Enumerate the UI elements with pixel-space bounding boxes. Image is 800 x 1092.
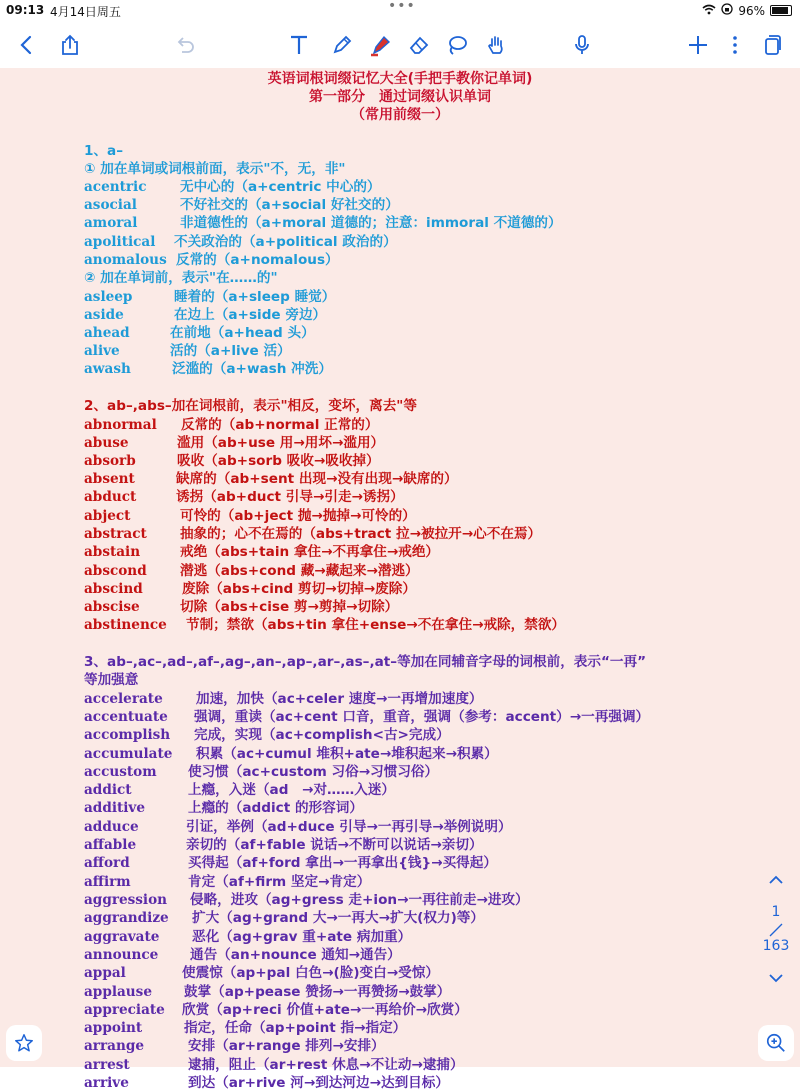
entry-word: arrange xyxy=(84,1038,144,1054)
page-divider xyxy=(768,922,784,936)
entry-definition: 使习惯（ac+custom 习俗→习惯习俗） xyxy=(188,764,439,780)
entry-line xyxy=(84,781,395,799)
entry-word: awash xyxy=(84,361,131,377)
entry-line xyxy=(84,983,450,1001)
entry-word: afford xyxy=(84,855,130,871)
entry-definition: 睡着的（a+sleep 睡觉） xyxy=(174,289,336,305)
entry-line xyxy=(84,690,483,708)
entry-definition: 潜逃（abs+cond 藏→藏起来→潜逃） xyxy=(180,563,419,579)
entry-word: arrest xyxy=(84,1057,130,1073)
entry-line xyxy=(84,562,419,580)
entry-definition: 不好社交的（a+social 好社交的） xyxy=(180,197,399,213)
entry-line xyxy=(84,653,646,671)
entry-definition: 废除（abs+cind 剪切→切掉→废除） xyxy=(182,581,416,597)
back-chevron-icon[interactable] xyxy=(12,30,42,60)
entry-word: apolitical xyxy=(84,234,156,250)
orientation-lock-icon xyxy=(721,3,733,18)
entry-word: abscond xyxy=(84,563,147,579)
section-heading: 3、ab–,ac–,ad–,af–,ag–,an–,ap–,ar–,as–,at–等加在同辅音字母的词根前，表示“一再” xyxy=(84,654,647,670)
entry-definition: 上瘾，入迷（ad →对……入迷） xyxy=(188,782,396,798)
entry-word: appreciate xyxy=(84,1002,165,1018)
entry-line xyxy=(84,799,363,817)
entry-word: acentric xyxy=(84,179,147,195)
page-current: 1 xyxy=(771,904,781,920)
entry-word: abscise xyxy=(84,599,140,615)
entry-word: abstain xyxy=(84,544,141,560)
entry-word: aggression xyxy=(84,892,168,908)
entry-word: applause xyxy=(84,984,152,1000)
entry-definition: 强调，重读（ac+cent 口音，重音，强调（参考：accent）→一再强调） xyxy=(194,709,650,725)
entry-word: adduce xyxy=(84,819,139,835)
entry-line xyxy=(84,160,346,178)
entry-line xyxy=(84,854,497,872)
microphone-icon[interactable] xyxy=(567,30,597,60)
entry-definition: 反常的（ab+normal 正常的） xyxy=(181,417,379,433)
doc-part-title: 第一部分 通过词缀认识单词 xyxy=(309,89,491,105)
entry-word: aside xyxy=(84,307,124,323)
entry-line xyxy=(84,873,370,891)
entry-word: appoint xyxy=(84,1020,143,1036)
entry-word: abject xyxy=(84,508,131,524)
entry-word: alive xyxy=(84,343,120,359)
entry-definition: 积累（ac+cumul 堆积+ate→堆积起来→积累） xyxy=(196,746,498,762)
doc-subtitle: （常用前缀一） xyxy=(351,107,449,123)
entry-definition: 加速，加快（ac+celer 速度→一再增加速度） xyxy=(196,691,483,707)
entry-definition: 肯定（af+firm 坚定→肯定） xyxy=(188,874,371,890)
entry-definition: 泛滥的（a+wash 冲洗） xyxy=(172,361,332,377)
entry-line xyxy=(84,178,381,196)
entry-definition: 指定，任命（ap+point 指→指定） xyxy=(184,1020,407,1036)
entry-line xyxy=(84,818,512,836)
text-tool-icon[interactable] xyxy=(284,30,314,60)
entry-definition: 无中心的（a+centric 中心的） xyxy=(180,179,381,195)
entry-line xyxy=(84,1037,385,1055)
entry-word: abstract xyxy=(84,526,147,542)
entry-word: abstinence xyxy=(84,617,167,633)
entry-line xyxy=(84,507,416,525)
entry-line xyxy=(84,909,484,927)
entry-word: accustom xyxy=(84,764,157,780)
entry-line xyxy=(84,745,498,763)
entry-line xyxy=(84,196,399,214)
entry-definition: 安排（ar+range 排列→安排） xyxy=(188,1038,385,1054)
entry-line xyxy=(84,946,401,964)
entry-definition: 到达（ar+rive 河→到达河边→达到目标） xyxy=(188,1075,449,1091)
entry-definition: 恶化（ag+grav 重+ate 病加重） xyxy=(192,929,412,945)
entry-line xyxy=(84,324,315,342)
entry-definition: 在边上（a+side 旁边） xyxy=(174,307,327,323)
zoom-icon[interactable] xyxy=(758,1025,794,1061)
eraser-icon[interactable] xyxy=(404,30,434,60)
entry-word: abduct xyxy=(84,489,137,505)
entry-definition: 活的（a+live 活） xyxy=(170,343,291,359)
entry-definition: 引证，举例（ad+duce 引导→一再引导→举例说明） xyxy=(186,819,512,835)
entry-definition: 欣赏（ap+reci 价值+ate→一再给价→欣赏） xyxy=(182,1002,468,1018)
entry-definition: 切除（abs+cise 剪→剪掉→切除） xyxy=(180,599,399,615)
entry-word: aggrandize xyxy=(84,910,169,926)
entry-line xyxy=(84,726,450,744)
entry-line xyxy=(84,288,335,306)
section-heading: ② 加在单词前，表示"在……的" xyxy=(84,270,278,286)
status-right xyxy=(702,3,792,18)
entry-line xyxy=(84,836,483,854)
entry-line xyxy=(84,233,397,251)
entry-line xyxy=(84,142,123,160)
section-heading: 2、ab–,abs–加在词根前，表示"相反，变坏，离去"等 xyxy=(84,398,417,414)
entry-line xyxy=(84,1001,468,1019)
section-heading: 等加强意 xyxy=(84,672,139,688)
entry-word: arrive xyxy=(84,1075,129,1091)
hand-icon[interactable] xyxy=(481,30,511,60)
entry-word: accentuate xyxy=(84,709,168,725)
entry-line xyxy=(84,214,562,232)
entry-line xyxy=(84,525,541,543)
undo-icon[interactable] xyxy=(170,30,200,60)
entry-line xyxy=(84,488,404,506)
status-date: 4月14日周五 xyxy=(50,5,121,19)
entry-line xyxy=(84,470,458,488)
entry-word: abnormal xyxy=(84,417,157,433)
entry-definition: 不关政治的（a+political 政治的） xyxy=(174,234,397,250)
entry-word: absorb xyxy=(84,453,136,469)
entry-word: abscind xyxy=(84,581,143,597)
entry-definition: 买得起（af+ford 拿出→一再拿出{钱}→买得起） xyxy=(188,855,497,871)
entry-line xyxy=(84,580,416,598)
entry-definition: 上瘾的（addict 的形容词） xyxy=(188,800,363,816)
entry-definition: 诱拐（ab+duct 引导→引走→诱拐） xyxy=(176,489,404,505)
toolbar xyxy=(0,22,800,68)
entry-line xyxy=(84,434,384,452)
entry-definition: 节制；禁欲（abs+tin 拿住+ense→不在拿住→戒除，禁欲） xyxy=(186,617,566,633)
entry-word: absent xyxy=(84,471,135,487)
doc-title: 英语词根词缀记忆大全(手把手教你记单词) xyxy=(267,71,533,87)
entry-line xyxy=(84,543,439,561)
entry-definition: 完成，实现（ac+complish<古>完成） xyxy=(194,727,450,743)
multitask-dots[interactable]: ••• xyxy=(388,0,416,14)
section-heading: ① 加在单词或词根前面，表示"不，无，非" xyxy=(84,161,346,177)
add-icon[interactable] xyxy=(683,30,713,60)
entry-definition: 逮捕，阻止（ar+rest 休息→不让动→逮捕） xyxy=(188,1057,464,1073)
more-icon[interactable] xyxy=(720,30,750,60)
entry-line xyxy=(84,763,438,781)
wifi-icon xyxy=(702,4,716,18)
entry-word: affirm xyxy=(84,874,131,890)
entry-definition: 反常的（a+nomalous） xyxy=(176,252,339,268)
entry-word: anomalous xyxy=(84,252,167,268)
lasso-icon[interactable] xyxy=(442,30,472,60)
entry-word: accumulate xyxy=(84,746,173,762)
entry-word: asocial xyxy=(84,197,137,213)
entry-line xyxy=(84,397,417,415)
entry-line xyxy=(84,964,439,982)
entry-definition: 缺席的（ab+sent 出现→没有出现→缺席的） xyxy=(176,471,458,487)
entry-definition: 非道德性的（a+moral 道德的；注意：immoral 不道德的） xyxy=(180,215,562,231)
entry-line xyxy=(84,598,398,616)
entry-line xyxy=(84,452,380,470)
share-icon[interactable] xyxy=(55,30,85,60)
entry-word: announce xyxy=(84,947,159,963)
entry-line xyxy=(84,1056,464,1074)
entry-line xyxy=(84,671,138,689)
entry-word: addict xyxy=(84,782,132,798)
entry-definition: 吸收（ab+sorb 吸收→吸收掉） xyxy=(177,453,380,469)
battery-icon xyxy=(770,5,792,16)
entry-line xyxy=(84,708,649,726)
entry-line xyxy=(84,360,332,378)
entry-line xyxy=(84,269,278,287)
entry-definition: 抽象的；心不在焉的（abs+tract 拉→被拉开→心不在焉） xyxy=(180,526,542,542)
page-up-icon[interactable] xyxy=(766,870,786,890)
entry-line xyxy=(84,306,326,324)
pen-icon[interactable] xyxy=(327,30,357,60)
entry-word: abuse xyxy=(84,435,129,451)
page-total: 163 xyxy=(762,938,790,954)
entry-definition: 鼓掌（ap+pease 赞扬→一再赞扬→鼓掌） xyxy=(184,984,451,1000)
section-heading: 1、a– xyxy=(84,143,124,159)
entry-word: asleep xyxy=(84,289,133,305)
entry-word: affable xyxy=(84,837,137,853)
entry-definition: 侵略，进攻（ag+gress 走+ion→一再往前走→进攻） xyxy=(190,892,529,908)
entry-word: aggravate xyxy=(84,929,160,945)
entry-word: accelerate xyxy=(84,691,163,707)
entry-line xyxy=(84,616,565,634)
entry-word: appal xyxy=(84,965,126,981)
entry-definition: 滥用（ab+use 用→用坏→滥用） xyxy=(177,435,385,451)
page-down-icon[interactable] xyxy=(766,968,786,988)
entry-line xyxy=(84,342,291,360)
entry-word: additive xyxy=(84,800,145,816)
highlighter-icon[interactable] xyxy=(365,30,395,60)
entry-word: accomplish xyxy=(84,727,171,743)
status-time: 09:13 xyxy=(6,3,45,17)
entry-line xyxy=(84,251,339,269)
entry-line xyxy=(84,891,529,909)
entry-definition: 亲切的（af+fable 说话→不断可以说话→亲切） xyxy=(186,837,483,853)
status-bar xyxy=(0,0,800,22)
document-page[interactable] xyxy=(0,68,800,1091)
entry-definition: 可怜的（ab+ject 抛→抛掉→可怜的） xyxy=(180,508,416,524)
pages-icon[interactable] xyxy=(758,30,788,60)
entry-line xyxy=(84,928,411,946)
entry-line xyxy=(84,1074,449,1092)
entry-line xyxy=(84,1019,406,1037)
favorite-star-icon[interactable] xyxy=(6,1025,42,1061)
entry-definition: 扩大（ag+grand 大→一再大→扩大(权力)等） xyxy=(192,910,484,926)
entry-definition: 通告（an+nounce 通知→通告） xyxy=(190,947,401,963)
entry-word: ahead xyxy=(84,325,130,341)
entry-definition: 使震惊（ap+pal 白色→(脸)变白→受惊） xyxy=(182,965,439,981)
battery-percent: 96% xyxy=(738,3,765,18)
entry-definition: 在前地（a+head 头） xyxy=(170,325,315,341)
entry-word: amoral xyxy=(84,215,138,231)
entry-line xyxy=(84,416,379,434)
entry-definition: 戒绝（abs+tain 拿住→不再拿住→戒绝） xyxy=(180,544,440,560)
